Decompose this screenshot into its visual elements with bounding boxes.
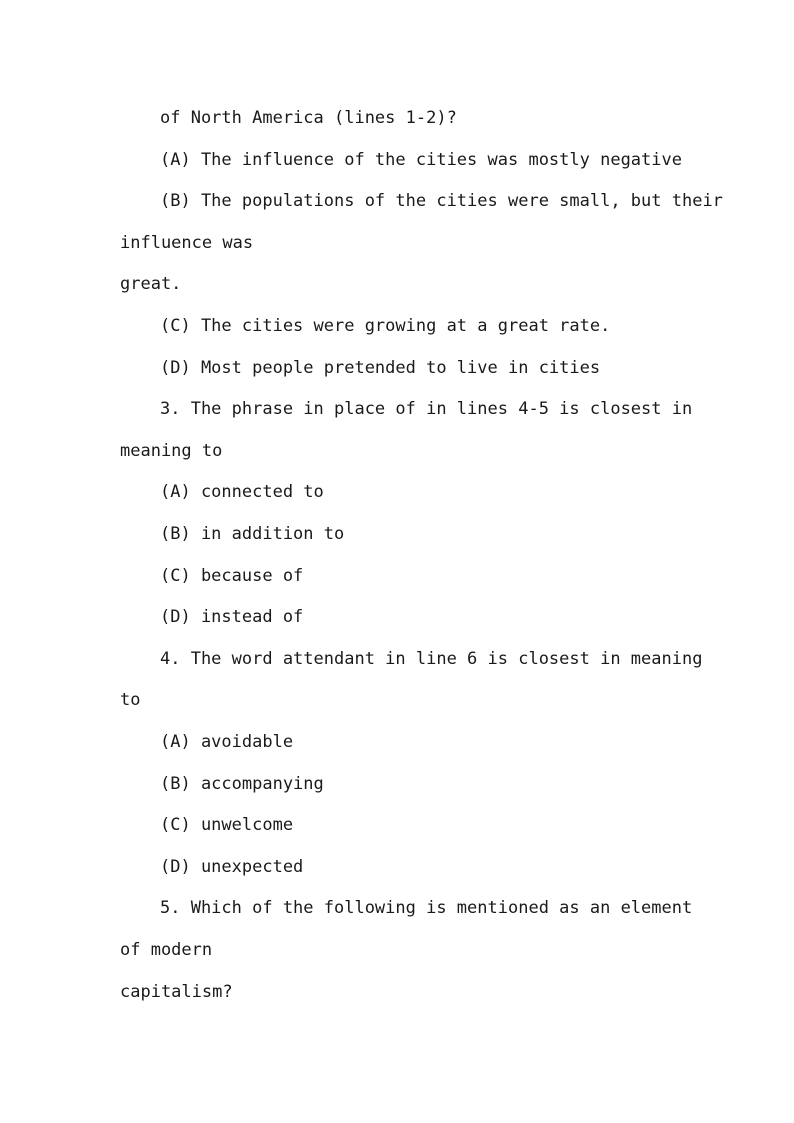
answer-option: (A) avoidable xyxy=(160,732,294,752)
question-5: 5. Which of the following is mentioned as an element xyxy=(160,898,693,918)
question-4: 4. The word attendant in line 6 is closest in meaning xyxy=(160,649,703,669)
answer-option: (C) The cities were growing at a great rate. xyxy=(160,316,611,336)
answer-option: (C) unwelcome xyxy=(160,815,294,835)
answer-option-continuation: great. xyxy=(120,274,182,294)
answer-option: (B) in addition to xyxy=(160,524,345,544)
answer-option: (A) The influence of the cities was mostly negative xyxy=(160,150,682,170)
question-3-continuation: meaning to xyxy=(120,441,223,461)
question-3: 3. The phrase in place of in lines 4-5 is closest in xyxy=(160,399,693,419)
question-4-continuation: to xyxy=(120,690,141,710)
answer-option-continuation: influence was xyxy=(120,233,254,253)
question-stem-line: of North America (lines 1-2)? xyxy=(160,108,457,128)
answer-option: (D) unexpected xyxy=(160,857,304,877)
answer-option: (D) instead of xyxy=(160,607,304,627)
answer-option: (D) Most people pretended to live in cities xyxy=(160,358,601,378)
question-5-continuation: of modern xyxy=(120,940,213,960)
answer-option: (A) connected to xyxy=(160,482,324,502)
answer-option: (C) because of xyxy=(160,566,304,586)
answer-option: (B) accompanying xyxy=(160,774,324,794)
answer-option: (B) The populations of the cities were small, but their xyxy=(160,191,723,211)
question-5-continuation: capitalism? xyxy=(120,982,233,1002)
